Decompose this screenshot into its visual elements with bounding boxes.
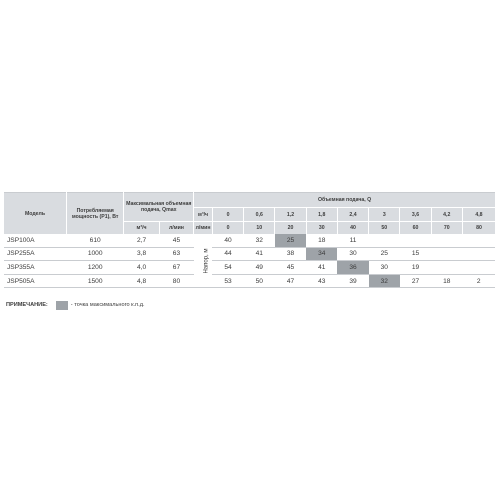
qmax-lmin-cell: 45 <box>159 234 193 247</box>
head-cell: 30 <box>337 247 368 261</box>
head-cell: 50 <box>244 274 275 288</box>
head-cell-max-efficiency: 34 <box>306 247 337 261</box>
note-swatch <box>56 301 68 310</box>
header-q-m3h: 4,8 <box>462 208 495 222</box>
head-cell: 11 <box>337 234 368 247</box>
head-cell: 41 <box>244 247 275 261</box>
head-cell: 19 <box>400 261 431 275</box>
head-cell: 38 <box>275 247 306 261</box>
table-row <box>4 234 495 247</box>
head-cell <box>462 247 495 261</box>
head-cell: 39 <box>337 274 368 288</box>
header-unit-lmin: л/мин <box>194 222 213 235</box>
header-q-lmin: 60 <box>400 222 431 235</box>
power-cell: 1000 <box>67 247 124 261</box>
head-cell: 41 <box>306 261 337 275</box>
qmax-m3h-cell: 3,8 <box>124 247 159 261</box>
qmax-lmin-cell: 80 <box>159 274 193 288</box>
head-cell-max-efficiency: 36 <box>337 261 368 275</box>
head-axis-label-text: Напор, м <box>203 248 210 274</box>
header-qmax-unit-m3h: м³/ч <box>124 222 159 235</box>
header-q-m3h: 3 <box>369 208 400 222</box>
model-cell: JSP355A <box>4 261 67 275</box>
header-q-lmin: 0 <box>212 222 243 235</box>
header-power: Потребляемая мощность (P1), Вт <box>67 193 124 235</box>
head-cell: 2 <box>462 274 495 288</box>
header-max-flow: Максимальная объемная подача, Qmax <box>124 193 194 222</box>
header-q-m3h: 4,2 <box>431 208 462 222</box>
head-cell <box>462 234 495 247</box>
head-cell: 15 <box>400 247 431 261</box>
head-cell: 18 <box>306 234 337 247</box>
header-q-m3h: 1,8 <box>306 208 337 222</box>
table-row <box>4 274 495 288</box>
head-cell: 30 <box>369 261 400 275</box>
qmax-m3h-cell: 4,8 <box>124 274 159 288</box>
head-cell: 44 <box>212 247 243 261</box>
table-header <box>4 193 495 235</box>
head-cell <box>400 234 431 247</box>
header-q-lmin: 50 <box>369 222 400 235</box>
note <box>6 300 145 310</box>
qmax-lmin-cell: 63 <box>159 247 193 261</box>
header-q-lmin: 30 <box>306 222 337 235</box>
header-q-lmin: 10 <box>244 222 275 235</box>
header-q-lmin: 20 <box>275 222 306 235</box>
head-cell: 43 <box>306 274 337 288</box>
table-row <box>4 247 495 261</box>
header-q-lmin: 70 <box>431 222 462 235</box>
note-text: - точка максимального к.п.д. <box>70 302 145 308</box>
head-cell: 25 <box>369 247 400 261</box>
head-cell: 32 <box>244 234 275 247</box>
table-row <box>4 261 495 275</box>
power-cell: 1200 <box>67 261 124 275</box>
head-cell: 49 <box>244 261 275 275</box>
table-body <box>4 234 495 288</box>
header-unit-m3h: м³/ч <box>194 208 213 222</box>
qmax-m3h-cell: 2,7 <box>124 234 159 247</box>
head-cell: 53 <box>212 274 243 288</box>
header-q-m3h: 1,2 <box>275 208 306 222</box>
header-q-m3h: 3,6 <box>400 208 431 222</box>
power-cell: 1500 <box>67 274 124 288</box>
head-cell <box>431 247 462 261</box>
model-cell: JSP255A <box>4 247 67 261</box>
head-cell <box>431 234 462 247</box>
head-cell-max-efficiency: 32 <box>369 274 400 288</box>
header-q-lmin: 80 <box>462 222 495 235</box>
model-cell: JSP505A <box>4 274 67 288</box>
head-cell: 27 <box>400 274 431 288</box>
header-model: Модель <box>4 193 67 235</box>
pump-performance-table <box>4 192 495 288</box>
qmax-lmin-cell: 67 <box>159 261 193 275</box>
header-flow-title: Объемная подача, Q <box>194 193 495 208</box>
head-cell-max-efficiency: 25 <box>275 234 306 247</box>
header-q-m3h: 2,4 <box>337 208 368 222</box>
model-cell: JSP100A <box>4 234 67 247</box>
header-qmax-unit-lmin: л/мин <box>159 222 193 235</box>
head-cell: 40 <box>212 234 243 247</box>
head-cell: 54 <box>212 261 243 275</box>
head-cell <box>431 261 462 275</box>
header-q-m3h: 0 <box>212 208 243 222</box>
head-axis-label <box>194 234 213 288</box>
note-label: ПРИМЕЧАНИЕ: <box>6 302 48 308</box>
head-cell <box>462 261 495 275</box>
head-cell: 18 <box>431 274 462 288</box>
head-cell: 45 <box>275 261 306 275</box>
header-q-lmin: 40 <box>337 222 368 235</box>
head-cell <box>369 234 400 247</box>
power-cell: 610 <box>67 234 124 247</box>
head-cell: 47 <box>275 274 306 288</box>
qmax-m3h-cell: 4,0 <box>124 261 159 275</box>
header-q-m3h: 0,6 <box>244 208 275 222</box>
